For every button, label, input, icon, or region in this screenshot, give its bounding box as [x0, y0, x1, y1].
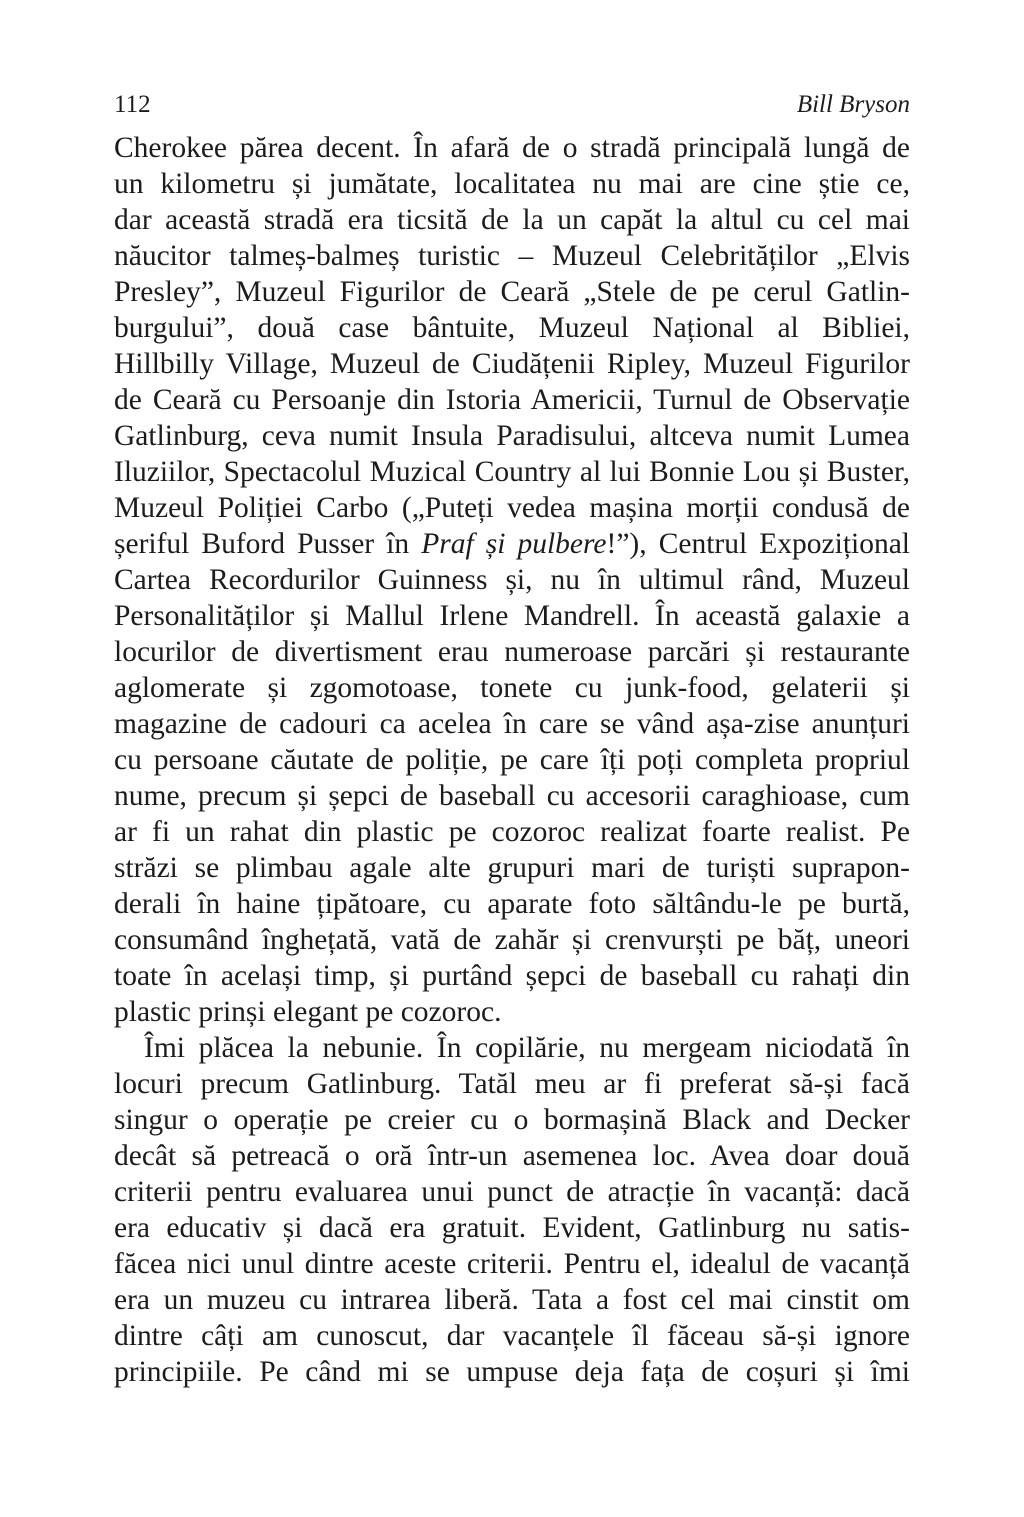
text-line: Muzeul Poliției Carbo („Puteți vedea mașina morții condusă de	[114, 492, 910, 524]
book-page	[114, 88, 910, 1390]
text-line-with-italic-title	[114, 526, 910, 562]
text-line: Îmi plăcea la nebunie. În copilărie, nu mergeam niciodată în	[144, 1032, 910, 1064]
text-line: străzi se plimbau agale alte grupuri mari de turiști suprapon-	[114, 852, 910, 884]
text-line: Gatlinburg, ceva numit Insula Paradisului, altceva numit Lumea	[114, 420, 910, 452]
text-line: locuri precum Gatlinburg. Tatăl meu ar fi preferat să-și facă	[114, 1068, 910, 1100]
text-segment: șeriful Buford Pusser în	[114, 528, 422, 560]
paragraph-1	[114, 130, 910, 1030]
text-line: plastic prinși elegant pe cozoroc.	[114, 996, 502, 1028]
body-text	[114, 130, 910, 1390]
text-segment: !”), Centrul Expozițional	[606, 528, 911, 560]
text-line: nume, precum și șepci de baseball cu accesorii caraghioase, cum	[114, 780, 910, 812]
text-line: dintre câți am cunoscut, dar vacanțele îl făceau să-și ignore	[114, 1320, 910, 1352]
text-line: năucitor talmeș-balmeș turistic – Muzeul Celebrităților „Elvis	[114, 240, 910, 272]
text-line: derali în haine țipătoare, cu aparate foto săltându-le pe burtă,	[114, 888, 910, 920]
paragraph-2	[114, 1030, 910, 1390]
italic-film-title: Praf și pulbere	[421, 528, 607, 560]
text-line: Presley”, Muzeul Figurilor de Ceară „Stele de pe cerul Gatlin-	[114, 276, 910, 308]
text-line: dar această stradă era ticsită de la un capăt la altul cu cel mai	[114, 204, 910, 236]
running-head	[114, 88, 910, 130]
text-line: făcea nici unul dintre aceste criterii. Pentru el, idealul de vacanță	[114, 1248, 910, 1280]
text-line: criterii pentru evaluarea unui punct de atracție în vacanță: dacă	[114, 1176, 910, 1208]
text-line: Personalităților și Mallul Irlene Mandrell. În această galaxie a	[114, 600, 910, 632]
text-line: decât să petreacă o oră într-un asemenea loc. Avea doar două	[114, 1140, 910, 1172]
text-line: singur o operație pe creier cu o bormașină Black and Decker	[114, 1104, 910, 1136]
text-line: toate în același timp, și purtând șepci de baseball cu rahați din	[114, 960, 910, 992]
text-line: principiile. Pe când mi se umpuse deja fața de coșuri și îmi	[114, 1356, 910, 1388]
text-line: de Ceară cu Persoanje din Istoria Americii, Turnul de Observație	[114, 384, 910, 416]
text-line: era un muzeu cu intrarea liberă. Tata a fost cel mai cinstit om	[114, 1284, 910, 1316]
text-line: burgului”, două case bântuite, Muzeul Național al Bibliei,	[114, 312, 910, 344]
text-line: aglomerate și zgomotoase, tonete cu junk-food, gelaterii și	[114, 672, 910, 704]
page-number: 112	[114, 91, 151, 118]
text-line: ar fi un rahat din plastic pe cozoroc realizat foarte realist. Pe	[114, 816, 910, 848]
running-head-author: Bill Bryson	[796, 91, 910, 118]
text-line: locurilor de divertisment erau numeroase parcări și restaurante	[114, 636, 910, 668]
text-line: Cartea Recordurilor Guinness și, nu în ultimul rând, Muzeul	[114, 564, 910, 596]
text-line: Iluziilor, Spectacolul Muzical Country al lui Bonnie Lou și Buster,	[114, 456, 910, 488]
text-line: un kilometru și jumătate, localitatea nu mai are cine știe ce,	[114, 168, 910, 200]
text-line: magazine de cadouri ca acelea în care se vând așa-zise anunțuri	[114, 708, 910, 740]
text-line: Cherokee părea decent. În afară de o stradă principală lungă de	[114, 132, 910, 164]
text-line: era educativ și dacă era gratuit. Evident, Gatlinburg nu satis-	[114, 1212, 910, 1244]
text-line: Hillbilly Village, Muzeul de Ciudățenii Ripley, Muzeul Figurilor	[114, 348, 910, 380]
text-line: cu persoane căutate de poliție, pe care îți poți completa propriul	[114, 744, 910, 776]
text-line: consumând înghețată, vată de zahăr și crenvurști pe băț, uneori	[114, 924, 910, 956]
